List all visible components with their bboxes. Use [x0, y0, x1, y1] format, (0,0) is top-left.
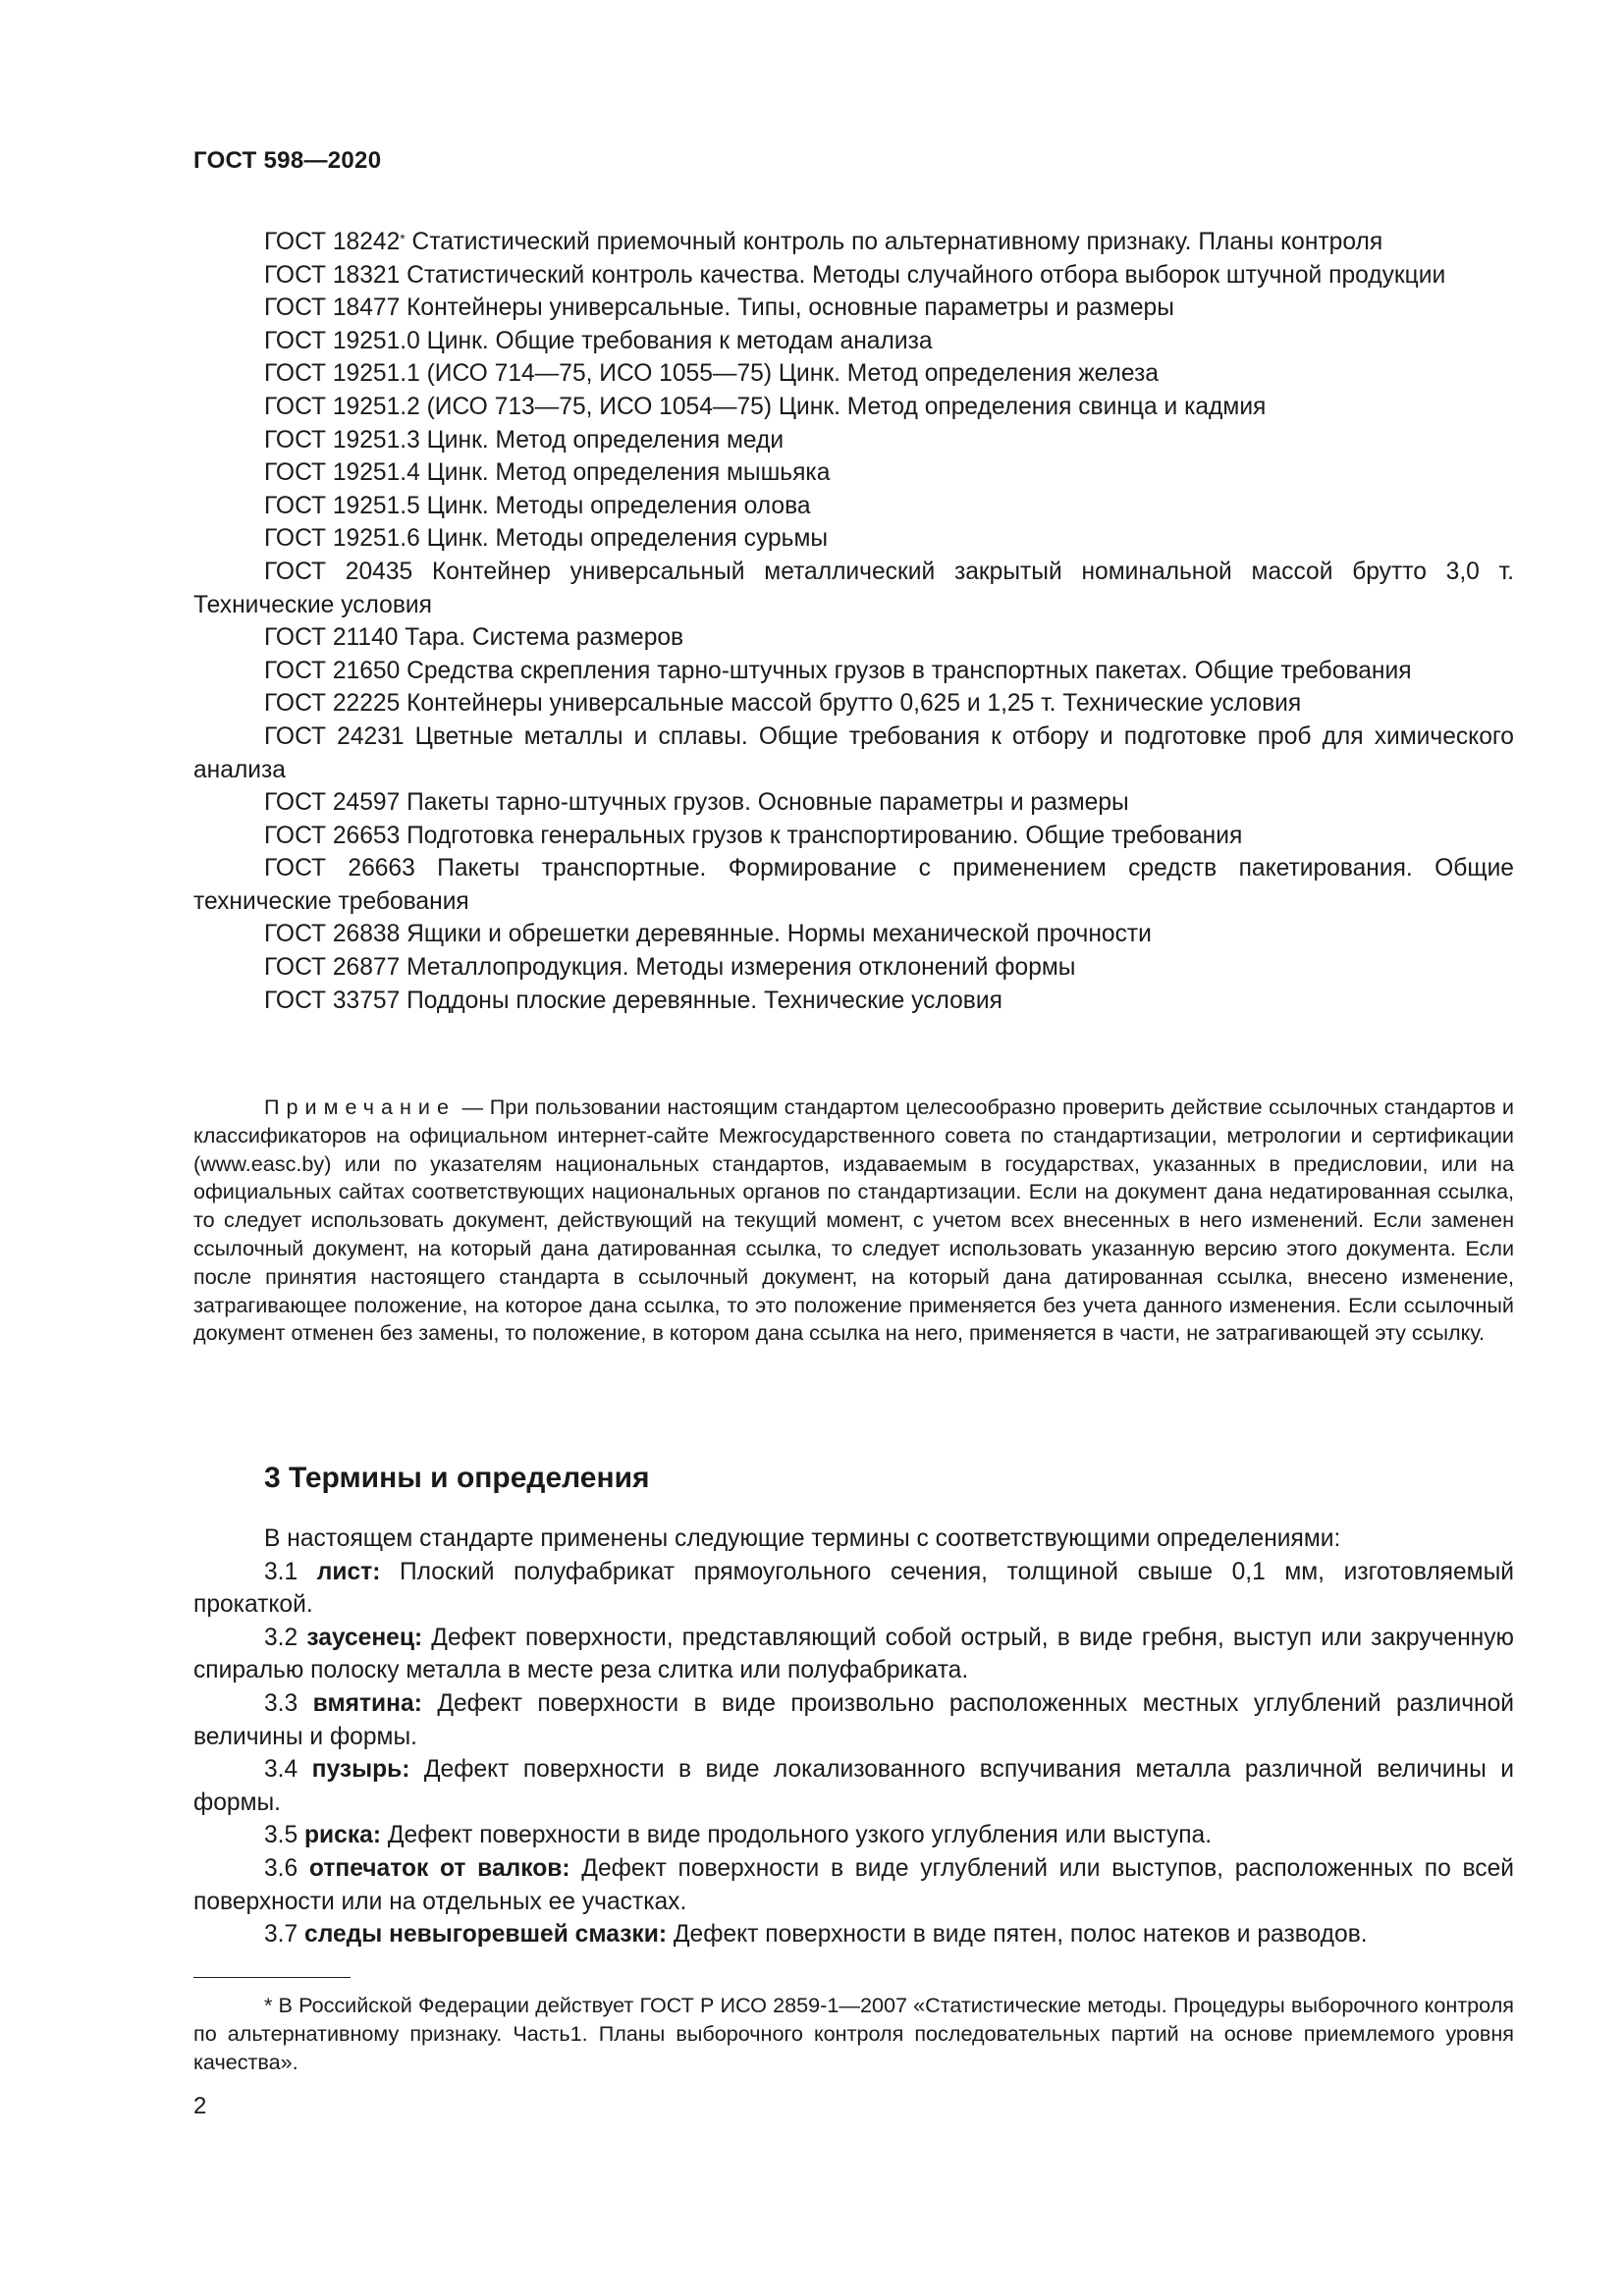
term-entry: 3.4 пузырь: Дефект поверхности в виде локализованного вспучивания металла различной величины и формы. — [193, 1756, 1514, 1816]
footnote-text: В Российской Федерации действует ГОСТ Р ИСО 2859-1—2007 «Статистические методы. Процедуры выборочного контроля по альтернативному признаку. Часть1. Планы выборочного контроля последовательных партий на основе приемлемого уровня качества». — [193, 1993, 1514, 2074]
reference-item: ГОСТ 22225 Контейнеры универсальные массой брутто 0,625 и 1,25 т. Технические условия — [264, 690, 1302, 718]
reference-item: ГОСТ 18321 Статистический контроль качества. Методы случайного отбора выборок штучной продукции — [264, 261, 1446, 289]
normative-references-list — [193, 226, 1514, 1017]
reference-item: ГОСТ 18242* Статистический приемочный контроль по альтернативному признаку. Планы контроля — [264, 229, 1383, 255]
term-name: следы невыгоревшей смазки: — [304, 1921, 668, 1949]
reference-item: ГОСТ 18477 Контейнеры универсальные. Типы, основные параметры и размеры — [264, 294, 1174, 322]
reference-item: ГОСТ 19251.0 Цинк. Общие требования к методам анализа — [264, 327, 933, 354]
reference-item: ГОСТ 19251.3 Цинк. Метод определения меди — [264, 426, 785, 454]
section-title: 3 Термины и определения — [264, 1462, 650, 1494]
reference-item: ГОСТ 19251.4 Цинк. Метод определения мышьяка — [264, 459, 831, 487]
reference-item: ГОСТ 26877 Металлопродукция. Методы измерения отклонений формы — [264, 954, 1076, 982]
term-entry: 3.1 лист: Плоский полуфабрикат прямоугольного сечения, толщиной свыше 0,1 мм, изготовляемый прокаткой. — [193, 1558, 1514, 1619]
term-name: пузырь: — [311, 1756, 410, 1784]
reference-item: ГОСТ 26663 Пакеты транспортные. Формирование с применением средств пакетирования. Общие технические требования — [193, 855, 1514, 915]
page-number: 2 — [193, 2093, 207, 2119]
reference-item: ГОСТ 26838 Ящики и обрешетки деревянные. Нормы механической прочности — [264, 921, 1152, 948]
reference-item: ГОСТ 19251.2 (ИСО 713—75, ИСО 1054—75) Цинк. Метод определения свинца и кадмия — [264, 393, 1267, 420]
reference-item: ГОСТ 21650 Средства скрепления тарно-штучных грузов в транспортных пакетах. Общие требования — [264, 657, 1412, 684]
section-intro: В настоящем стандарте применены следующие термины с соответствующими определениями: — [264, 1525, 1341, 1552]
footnote-divider — [193, 1977, 351, 1978]
term-name: риска: — [304, 1822, 382, 1849]
reference-item: ГОСТ 19251.6 Цинк. Методы определения сурьмы — [264, 525, 829, 553]
note-text: — При пользовании настоящим стандартом целесообразно проверить действие ссылочных стандартов и классификаторов на официальном интернет-сайте Межгосударственного совета по стандартизации, метрологии и сертификации (www.easc.by) или по указателям национальных стандартов, издаваемым в государствах, указанных в предисловии, или на официальных сайтах соответствующих национальных органов по стандартизации. Если на документ дана недатированная ссылка, то следует использовать документ, действующий на текущий момент, с учетом всех внесенных в него изменений. Если заменен ссылочный документ, на который дана датированная ссылка, то следует использовать указанную версию этого документа. Если после принятия настоящего стандарта в ссылочный документ, на который дана датированная ссылка, внесено изменение, затрагивающее положение, на которое дана ссылка, то это положение применяется без учета данного изменения. Если ссылочный документ отменен без замены, то положение, в котором дана ссылка на него, применяется в части, не затрагивающей эту ссылку. — [193, 1095, 1514, 1346]
term-entry: 3.6 отпечаток от валков: Дефект поверхности в виде углублений или выступов, расположенных по всей поверхности или на отдельных ее участках. — [193, 1854, 1514, 1915]
references-note — [193, 1094, 1514, 1348]
reference-item: ГОСТ 24597 Пакеты тарно-штучных грузов. Основные параметры и размеры — [264, 789, 1129, 817]
reference-item: ГОСТ 26653 Подготовка генеральных грузов к транспортированию. Общие требования — [264, 822, 1243, 849]
reference-item: ГОСТ 19251.5 Цинк. Методы определения олова — [264, 492, 811, 519]
document-header: ГОСТ 598—2020 — [193, 147, 382, 174]
reference-item: ГОСТ 21140 Тара. Система размеров — [264, 624, 684, 652]
term-name: вмятина: — [312, 1689, 422, 1717]
reference-item: ГОСТ 19251.1 (ИСО 714—75, ИСО 1055—75) Цинк. Метод определения железа — [264, 360, 1159, 388]
footnote-marker-label: * — [264, 1993, 273, 2017]
term-entry: 3.5 риска: Дефект поверхности в виде продольного узкого углубления или выступа. — [264, 1822, 1213, 1849]
term-name: заусенец: — [306, 1624, 423, 1651]
footnote-marker[interactable]: * — [400, 231, 406, 246]
term-name: лист: — [316, 1558, 381, 1585]
term-entry: 3.3 вмятина: Дефект поверхности в виде произвольно расположенных местных углублений различной величины и формы. — [193, 1689, 1514, 1750]
footnote — [193, 1992, 1514, 2076]
note-label: Примечание — [264, 1095, 456, 1119]
reference-item: ГОСТ 33757 Поддоны плоские деревянные. Технические условия — [264, 987, 1002, 1014]
term-entry: 3.2 заусенец: Дефект поверхности, представляющий собой острый, в виде гребня, выступ или закрученную спиралью полоску металла в месте реза слитка или полуфабриката. — [193, 1624, 1514, 1684]
term-name: отпечаток от валков: — [308, 1854, 570, 1882]
reference-item: ГОСТ 24231 Цветные металлы и сплавы. Общие требования к отбору и подготовке проб для химического анализа — [193, 722, 1514, 783]
term-entry: 3.7 следы невыгоревшей смазки: Дефект поверхности в виде пятен, полос натеков и разводов. — [264, 1921, 1368, 1949]
terms-section — [193, 1522, 1514, 1951]
reference-item: ГОСТ 20435 Контейнер универсальный металлический закрытый номинальной массой брутто 3,0 т. Технические условия — [193, 558, 1514, 618]
